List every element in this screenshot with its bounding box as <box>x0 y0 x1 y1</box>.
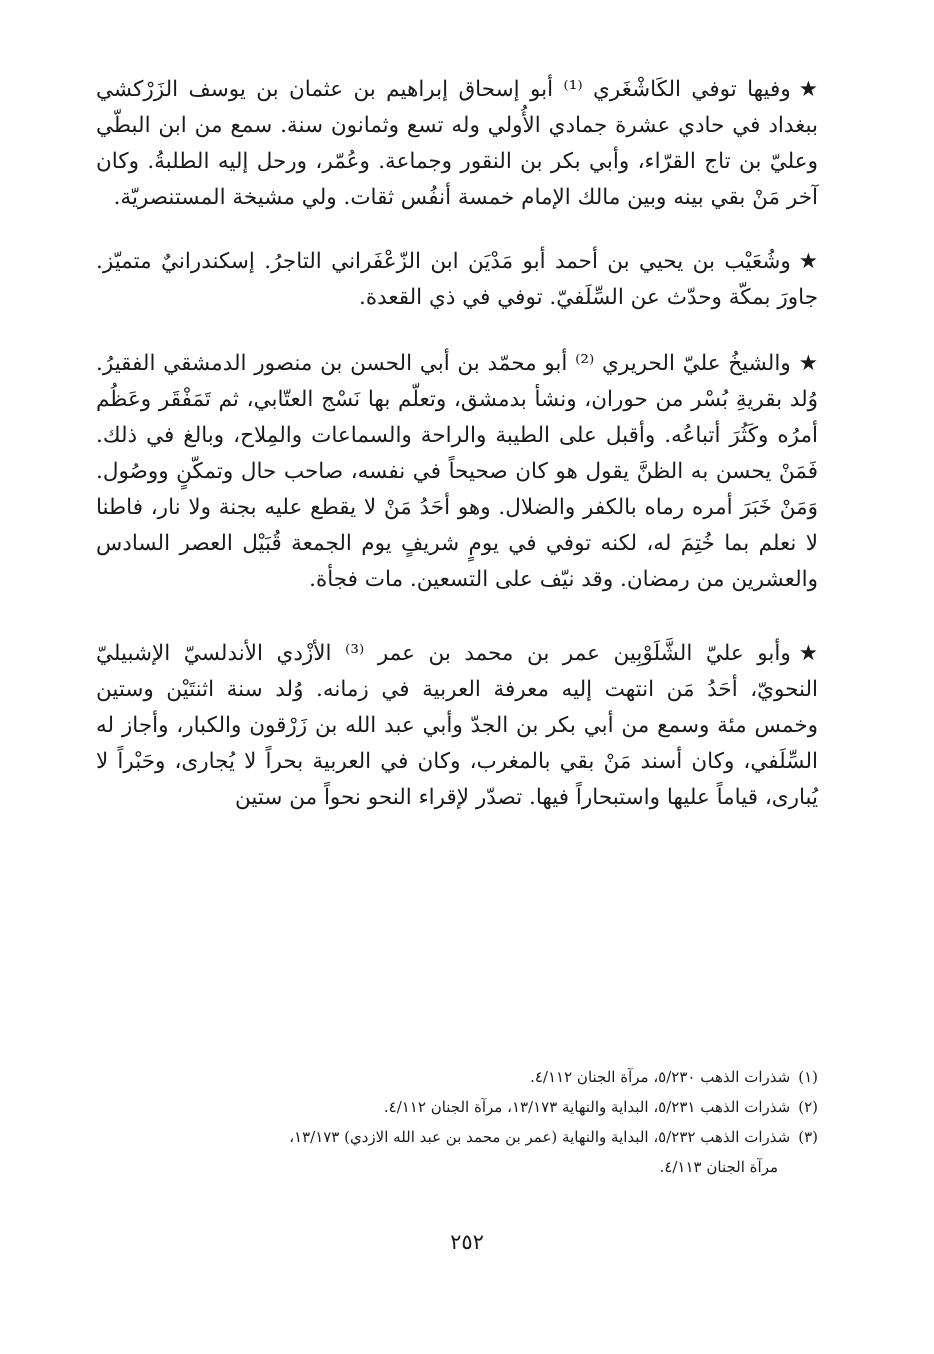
star-bullet-icon: ★ <box>798 351 818 376</box>
entry-text: والشيخُ عليّ الحريري ⁽²⁾ أبو محمّد بن أبي الحسن بن منصور الدمشقي الفقيرُ. وُلد بقريةِ بُسْر من حوران، ونشأ بدمشق، وتعلّم بها نَسْج العتّابي، ثم تَمَفْقَر وعَظُم أمرُه وكَثُرَ أتباعُه. وأقبل على الطيبة والراحة والسماعات والمِلاح، وبالغ في ذلك. فَمَنْ يحسن به الظنَّ يقول هو كان صحيحاً في نفسه، صاحب حال وتمكّنٍ ووصُول. وَمَنْ خَبَرَ أمره رماه بالكفر والضلال. وهو أحَدُ مَنْ لا يقطع عليه بجنة ولا نار، فاطنا لا نعلم بما خُتِمَ له، لكنه توفي في يومٍ شريفٍ يوم الجمعة قُبَيْل العصر السادس والعشرين من رمضان. وقد نيّف على التسعين. مات فجأة. <box>96 351 818 592</box>
entry-text: وشُعَيْب بن يحيي بن أحمد أبو مَدْيَن ابن الزّعْفَراني التاجرُ. إسكندرانيٌ متميّز. جاورَ بمكّة وحدّث عن السِّلَفيّ. توفي في ذي القعدة. <box>96 249 818 310</box>
footnote <box>96 1092 818 1122</box>
footnote <box>96 1122 818 1152</box>
footnote-number: (١) <box>798 1068 818 1086</box>
star-bullet-icon: ★ <box>798 641 818 666</box>
star-bullet-icon: ★ <box>798 77 818 102</box>
biography-entry <box>96 72 818 216</box>
footnote-text: شذرات الذهب ٥/٢٣١، البداية والنهاية ١٣/١٧٣، مرآة الجنان ٤/١١٢. <box>383 1098 791 1116</box>
entry-text: وفيها توفي الكَاشْغَري ⁽¹⁾ أبو إسحاق إبراهيم بن عثمان بن يوسف الزَرْكشي ببغداد في حادي عشرة جمادي الأُولي وله تسع وثمانون سنة. سمع من ابن البطّي وعليّ بن تاج القرّاء، وأبي بكر بن النقور وجماعة. وعُمّر، ورحل إليه الطلبةُ. وكان آخر مَنْ بقي بينه وبين مالك الإمام خمسة أنفُس ثقات. ولي مشيخة المستنصريّة. <box>96 77 818 210</box>
footnote-text: شذرات الذهب ٥/٢٣٠، مرآة الجنان ٤/١١٢. <box>530 1068 791 1086</box>
main-text <box>96 72 818 834</box>
biography-entry <box>96 244 818 316</box>
footnote-text: شذرات الذهب ٥/٢٣٢، البداية والنهاية (عمر بن محمد بن عبد الله الازدي) ١٣/١٧٣، <box>289 1128 791 1146</box>
footnote-number: (٢) <box>798 1098 818 1116</box>
biography-entry <box>96 636 818 816</box>
biography-entry <box>96 346 818 598</box>
footnote-text: مرآة الجنان ٤/١١٣. <box>659 1158 778 1176</box>
footnotes <box>96 1062 818 1182</box>
star-bullet-icon: ★ <box>798 249 818 274</box>
footnote-number: (٣) <box>798 1128 818 1146</box>
footnote <box>96 1062 818 1092</box>
footnote-continuation <box>96 1152 818 1182</box>
entry-text: وأبو عليّ الشَّلَوْبِين عمر بن محمد بن عمر ⁽³⁾ الأزْدي الأندلسيّ الإشبيليّ النحويّ، أحَدُ مَن انتهت إليه معرفة العربية في زمانه. وُلد سنة اثنتَيْن وستين وخمس مئة وسمع من أبي بكر بن الجدّ وأبي عبد الله بن زَرْقون والكبار، وأجاز له السِّلَفي، وكان أسند مَنْ بقي بالمغرب، وكان في العربية بحراً لا يُجارى، وحَبْراً لا يُبارى، قياماً عليها واستبحاراً فيها. تصدّر لإقراء النحو نحواً من ستين <box>96 641 818 810</box>
page-number: ٢٥٢ <box>450 1230 484 1254</box>
